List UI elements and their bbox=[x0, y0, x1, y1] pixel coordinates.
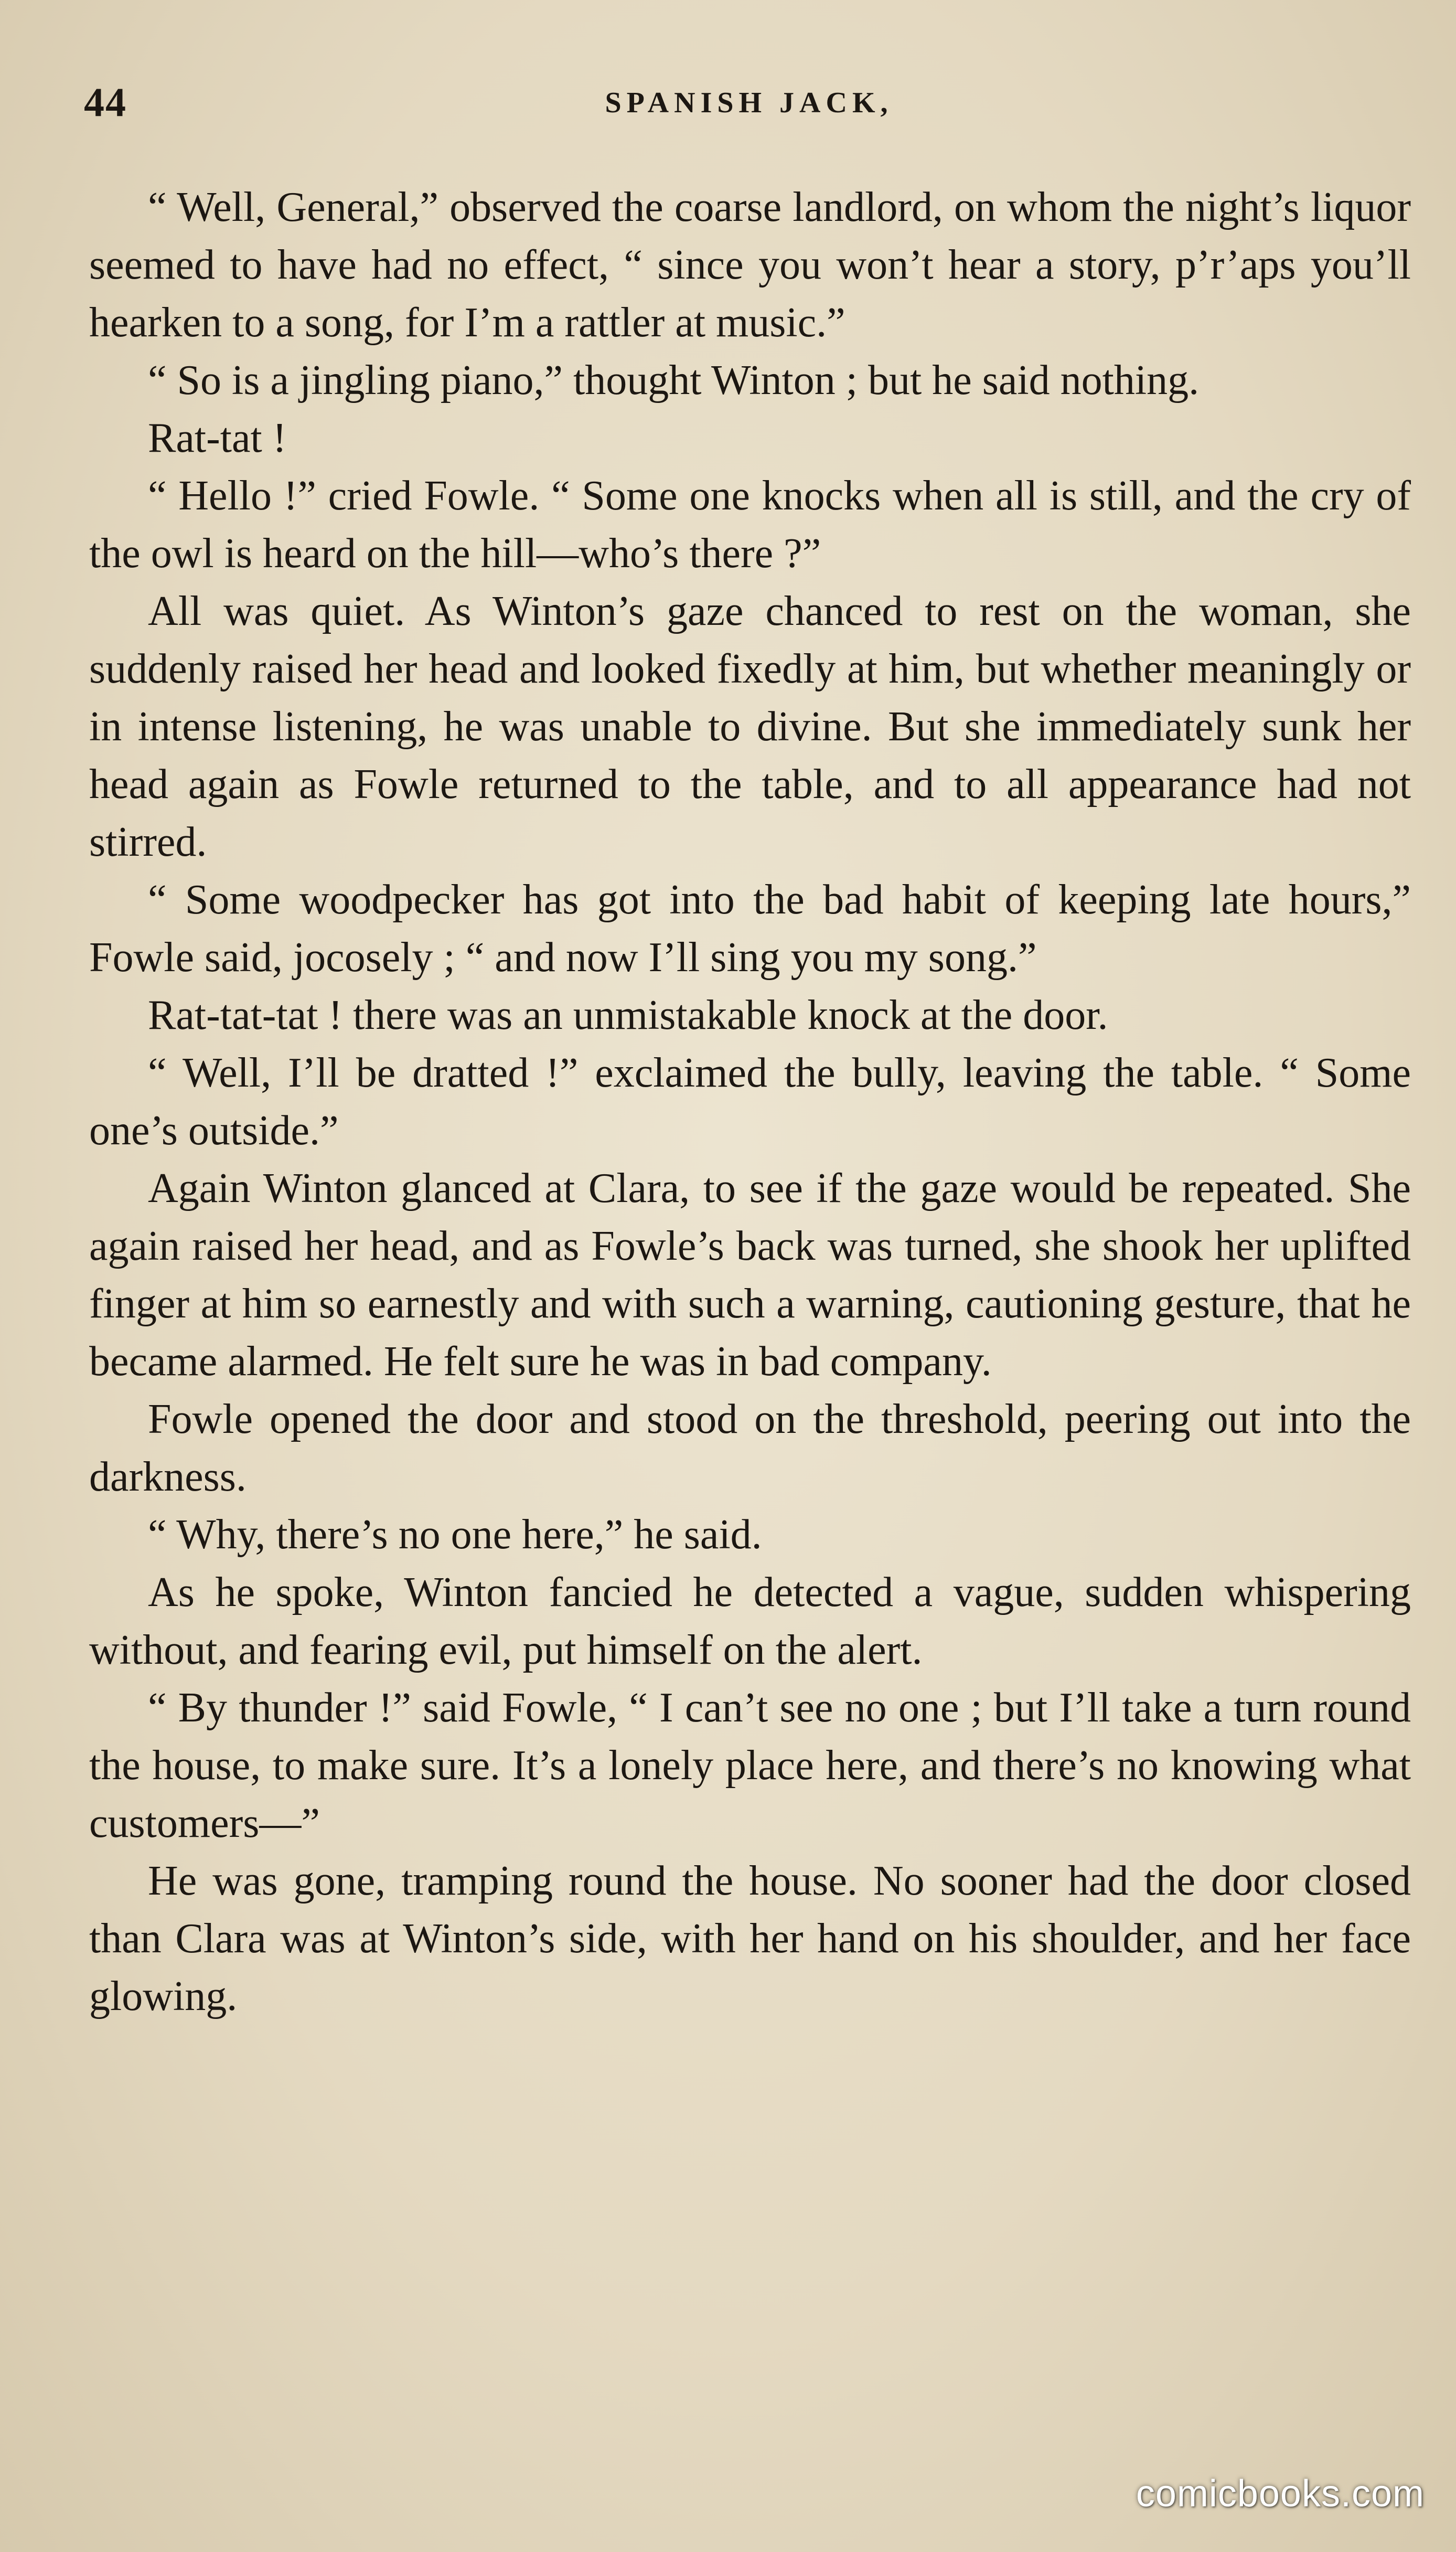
running-title: SPANISH JACK, bbox=[605, 87, 893, 119]
paragraph: “ Well, General,” observed the coarse landlord, on whom the night’s liquor seemed to have had no effect, “ since you won’t hear a story, p’r’aps you’ll hearken to a song, for I’m a rattler at music.” bbox=[89, 184, 1411, 346]
paragraph: Rat-tat ! bbox=[148, 415, 287, 461]
paragraph: “ Some woodpecker has got into the bad habit of keeping late hours,” Fowle said, jocosely ; “ and now I’ll sing you my song.” bbox=[89, 877, 1411, 981]
paragraph: All was quiet. As Winton’s gaze chanced to rest on the woman, she suddenly raised her head and looked fixedly at him, but whether meaningly or in intense listening, he was unable to divine. But she immediately sunk her head again as Fowle returned to the table, and to all appearance had not stirred. bbox=[89, 588, 1411, 865]
page-number: 44 bbox=[84, 79, 127, 125]
paragraph: Rat-tat-tat ! there was an unmistakable knock at the door. bbox=[148, 992, 1108, 1038]
page-header bbox=[79, 79, 1398, 136]
paragraph: He was gone, tramping round the house. No sooner had the door closed than Clara was at Winton’s side, with her hand on his shoulder, and her face glowing. bbox=[89, 1858, 1411, 2019]
paragraph: “ So is a jingling piano,” thought Winton ; but he said nothing. bbox=[148, 357, 1200, 403]
paragraph: “ By thunder !” said Fowle, “ I can’t see no one ; but I’ll take a turn round the house, to make sure. It’s a lonely place here, and there’s no knowing what customers—” bbox=[89, 1685, 1411, 1846]
paragraph: As he spoke, Winton fancied he detected a vague, sudden whispering without, and fearing evil, put himself on the alert. bbox=[89, 1569, 1411, 1673]
paragraph: “ Well, I’ll be dratted !” exclaimed the bully, leaving the table. “ Some one’s outside.” bbox=[89, 1050, 1411, 1154]
paragraph: Again Winton glanced at Clara, to see if the gaze would be repeated. She again raised her head, and as Fowle’s back was turned, she shook her uplifted finger at him so earnestly and with such a warning, cautioning gesture, that he became alarmed. He felt sure he was in bad company. bbox=[89, 1165, 1411, 1385]
watermark: comicbooks.com bbox=[1136, 2473, 1425, 2515]
paragraph: “ Why, there’s no one here,” he said. bbox=[148, 1512, 762, 1558]
paragraph: “ Hello !” cried Fowle. “ Some one knocks when all is still, and the cry of the owl is heard on the hill—who’s there ?” bbox=[89, 473, 1411, 577]
paragraph: Fowle opened the door and stood on the threshold, peering out into the darkness. bbox=[89, 1396, 1411, 1500]
body-text bbox=[89, 178, 1411, 2025]
